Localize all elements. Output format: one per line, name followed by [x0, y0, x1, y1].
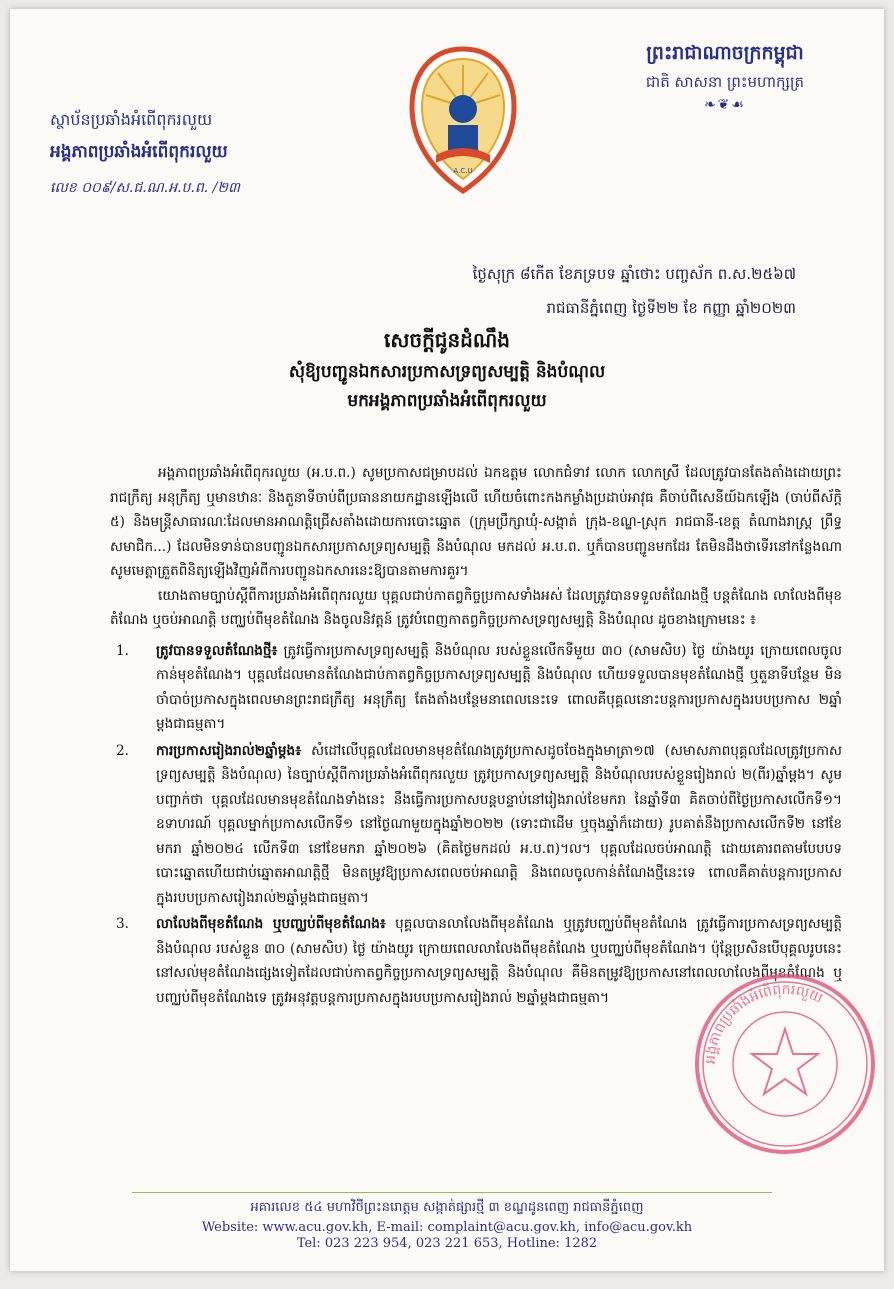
footer [10, 1199, 884, 1251]
issuer-unit: អង្គភាពប្រឆាំងអំពើពុករលួយ [50, 142, 228, 162]
kingdom-header [646, 41, 804, 113]
official-seal [690, 969, 880, 1159]
paragraph-2: យោងតាមច្បាប់ស្តីពីការប្រឆាំងអំពើពុករលួយ បុគ្គលជាប់កាតព្វកិច្ចប្រកាសទាំងអស់ ដែលត្រូវបានទទួលតំណែងថ្មី បន្តតំណែង លាលែងពីមុខតំណែង ឬចប់អាណត្តិ បញ្ឈប់ពីមុខតំណែង និងចូលនិវត្តន៍ ត្រូវបំពេញកាតព្វកិច្ចប្រកាសទ្រព្យសម្បត្តិ និងបំណុល ដូចខាងក្រោមនេះ ៖ [110, 587, 842, 628]
notice-title [10, 327, 884, 415]
list-item [110, 739, 842, 911]
reference-number: លេខ ០០៩/ស.ជ.ណ.អ.ប.ព. /២៣ [50, 180, 240, 196]
seal-text: អង្គភាពប្រឆាំងអំពើពុករលួយ [702, 981, 826, 1065]
footer-address: អគារលេខ ៥៤ មហាវិថីព្រះនរោត្តម សង្កាត់ផ្សារថ្មី ៣ ខណ្ឌដូនពេញ រាជធានីភ្នំពេញ [250, 1200, 644, 1215]
title-line-1: សេចក្តីជូនដំណឹង [384, 328, 510, 352]
solar-date: រាជធានីភ្នំពេញ ថ្ងៃទី២២ ខែ កញ្ញា ឆ្នាំ២០២៣ [546, 299, 796, 317]
email-label: , E-mail: [368, 1220, 428, 1235]
website-label: Website: [201, 1220, 263, 1235]
list-item-text: សំដៅលើបុគ្គលដែលមានមុខតំណែងត្រូវប្រកាសដូចចែងក្នុងមាត្រា១៧ (សមាសភាពបុគ្គលដែលត្រូវប្រកាសទ្រព្យសម្បត្តិ និងបំណុល) នៃច្បាប់ស្តីពីការប្រឆាំងអំពើពុករលួយ ត្រូវប្រកាសទ្រព្យសម្បត្តិ និងបំណុលរបស់ខ្លួនរៀងរាល់ ២(ពីរ)ឆ្នាំម្តង។ សូមបញ្ជាក់ថា បុគ្គលដែលមានមុខតំណែងទាំងនេះ នឹងធ្វើការប្រកាសបន្តបន្ទាប់នៅរៀងរាល់ខែមករា នៃឆ្នាំទី៣ គិតចាប់ពីថ្ងៃប្រកាសលើកទី១។ ឧទាហរណ៍ បុគ្គលម្នាក់ប្រកាសលើកទី១ នៅថ្ងៃណាមួយក្នុងឆ្នាំ២០២២ (ទោះជាដើម ឬចុងឆ្នាំក៏ដោយ) រូបគាត់នឹងប្រកាសលើកទី២ នៅខែមករា ឆ្នាំ២០២៤ លើកទី៣ នៅខែមករា ឆ្នាំ២០២៦ (គិតថ្ងៃមកដល់ អ.ប.ព)។ល។ បុគ្គលដែលចប់អាណត្តិ ដោយគោរពតាមបែបបទបោះឆ្នោតហើយជាប់ឆ្នោតអាណត្តិថ្មី មិនតម្រូវឱ្យប្រកាសពេលចប់អាណត្តិ និងពេលចូលកាន់តំណែងថ្មីនេះទេ ពោលគឺគាត់បន្តការប្រកាសក្នុងរបបប្រកាសរៀងរាល់២ឆ្នាំម្តងជាធម្មតា។ [156, 742, 842, 906]
issuer-org: ស្ថាប័នប្រឆាំងអំពើពុករលួយ [50, 110, 213, 129]
list-item-text: ត្រូវធ្វើការប្រកាសទ្រព្យសម្បត្តិ និងបំណុល របស់ខ្លួនលើកទីមួយ ៣០ (សាមសិប) ថ្ងៃ យ៉ាងយូរ ក្រោយពេលចូលកាន់មុខតំណែង។ បុគ្គលដែលមានតំណែងជាប់កាតព្វកិច្ចប្រកាសទ្រព្យសម្បត្តិ និងបំណុល ហើយទទួលបានមុខតំណែងថ្មី ឬតួនាទីបន្ថែម មិនចាំបាច់ប្រកាសក្នុងពេលមានព្រះរាជក្រឹត្យ អនុក្រឹត្យ តែងតាំងបន្ថែមនាពេលនេះទេ ពោលគឺបុគ្គលនោះបន្តការប្រកាសក្នុងរបបប្រកាស ២ឆ្នាំម្តងជាធម្មតា។ [156, 642, 842, 732]
kingdom-title: ព្រះរាជាណាចក្រកម្ពុជា [646, 42, 804, 64]
logo-caption: A.C.U [453, 167, 473, 175]
list-item-number: 1. [116, 642, 129, 659]
date-block [473, 257, 796, 325]
lunar-date: ថ្ងៃសុក្រ ៨កើត ខែភទ្របទ ឆ្នាំថោះ បញ្ចស័ក ព.ស.២៥៦៧ [472, 265, 796, 283]
ornament-divider: ❧❦☙ [703, 97, 746, 113]
footer-phones: Tel: 023 223 954, 023 221 653, Hotline: 1282 [296, 1236, 598, 1251]
title-line-3: មកអង្គភាពប្រឆាំងអំពើពុករលួយ [347, 391, 547, 411]
issuer-block [50, 109, 240, 199]
footer-contacts: Website: www.acu.gov.kh, E-mail: complaint@acu.gov.kh, info@acu.gov.kh [201, 1220, 693, 1235]
list-item-heading: ត្រូវបានទទួលតំណែងថ្មី៖ [156, 642, 278, 659]
list-item-number: 3. [116, 916, 129, 932]
notice-body [110, 461, 842, 1012]
email-complaint-link[interactable]: complaint@acu.gov.kh [427, 1220, 576, 1235]
list-item-heading: លាលែងពីមុខតំណែង ឬបញ្ឈប់ពីមុខតំណែង៖ [156, 916, 386, 932]
obligation-list [110, 639, 842, 1011]
national-motto: ជាតិ សាសនា ព្រះមហាក្សត្រ [645, 73, 804, 91]
svg-text:អង្គភាពប្រឆាំងអំពើពុករលួយ [703, 981, 825, 1064]
document-page [10, 9, 884, 1271]
list-item-number: 2. [116, 742, 129, 759]
paragraph-1: អង្គភាពប្រឆាំងអំពើពុករលួយ (អ.ប.ព.) សូមប្រកាសជម្រាបដល់ ឯកឧត្តម លោកជំទាវ លោក លោកស្រី ដែលត្រូវបានតែងតាំងដោយព្រះរាជក្រឹត្យ អនុក្រឹត្យ ឬមានឋានៈ និងតួនាទីចាប់ពីប្រធាននាយកដ្ឋានឡើងលើ ហើយចំពោះកងកម្លាំងប្រដាប់អាវុធ គឺចាប់ពីសេនីយ៍ឯកឡើង (ចាប់ពីស័ក្តិ ៥) និងមន្ត្រីសាធារណៈដែលមានអាណត្តិជ្រើសតាំងដោយការបោះឆ្នោត (ក្រុមប្រឹក្សាឃុំ-សង្កាត់ ក្រុង-ខណ្ឌ-ស្រុក រាជធានី-ខេត្ត តំណាងរាស្ត្រ ព្រឹទ្ធសមាជិក...) ដែលមិនទាន់បានបញ្ជូនឯកសារប្រកាសទ្រព្យសម្បត្តិ និងបំណុល មកដល់ អ.ប.ព. ឬក៏បានបញ្ជូនមកដែរ តែមិនដឹងថាទើរនៅកន្លែងណា សូមមេត្តាត្រួតពិនិត្យឡើងវិញអំពីការបញ្ជូនឯកសារនេះឱ្យបានតាមការគួរ។ [110, 465, 842, 579]
acu-logo [408, 45, 518, 195]
footer-divider [132, 1192, 772, 1193]
email-info-link[interactable]: info@acu.gov.kh [584, 1220, 693, 1235]
list-item-heading: ការប្រកាសរៀងរាល់២ឆ្នាំម្តង៖ [156, 742, 302, 759]
list-item [110, 639, 842, 737]
title-line-2: សុំឱ្យបញ្ជូនឯកសារប្រកាសទ្រព្យសម្បត្តិ និងបំណុល [288, 362, 606, 382]
website-link[interactable]: www.acu.gov.kh [262, 1220, 369, 1235]
list-item-text: បុគ្គលបានលាលែងពីមុខតំណែង ឬត្រូវបញ្ឈប់ពីមុខតំណែង ត្រូវធ្វើការប្រកាសទ្រព្យសម្បត្តិ និងបំណុល របស់ខ្លួន ៣០ (សាមសិប) ថ្ងៃ យ៉ាងយូរ ក្រោយពេលលាលែងពីមុខតំណែង ឬបញ្ឈប់ពីមុខតំណែង។ ប៉ុន្តែប្រសិនបើបុគ្គលរូបនេះនៅសល់មុខតំណែងផ្សេងទៀតដែលជាប់កាតព្វកិច្ចប្រកាសទ្រព្យសម្បត្តិ និងបំណុល គឺមិនតម្រូវឱ្យប្រកាសនៅពេលលាលែងពីមុខតំណែង ឬបញ្ឈប់ពីមុខតំណែងទេ ត្រូវអនុវត្តបន្តការប្រកាសក្នុងរបបប្រកាសរៀងរាល់ ២ឆ្នាំម្តងជាធម្មតា។ [156, 916, 842, 1006]
